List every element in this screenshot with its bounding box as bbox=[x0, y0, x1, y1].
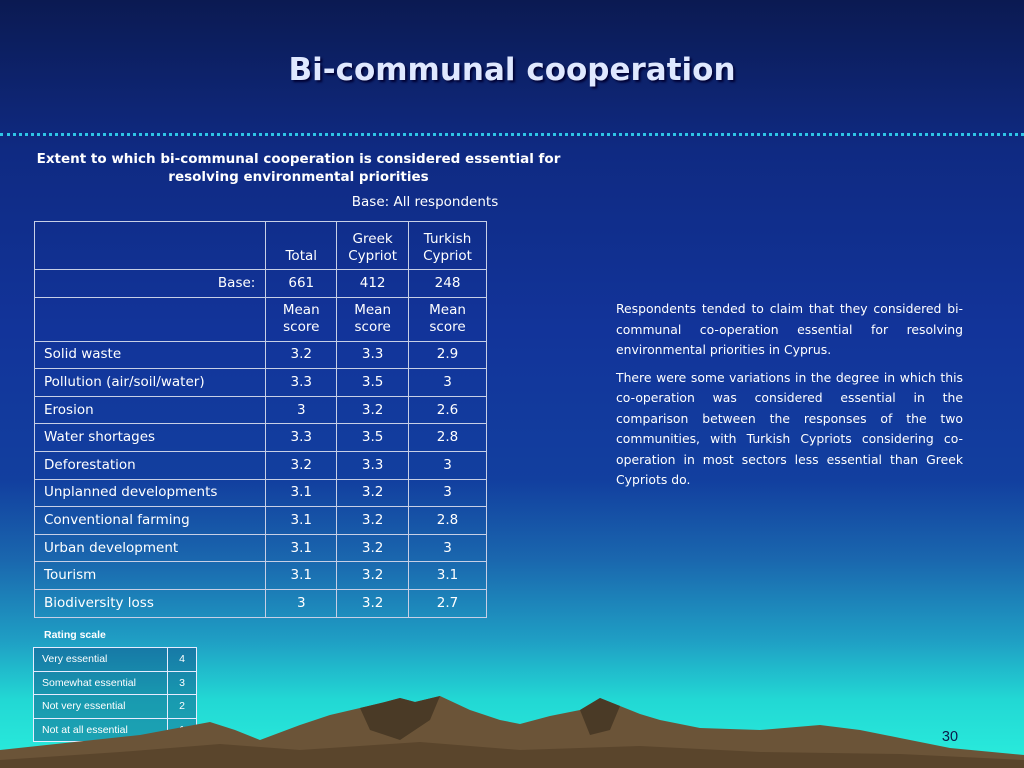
row-value-greek-cypriot: 3.2 bbox=[337, 479, 409, 507]
row-value-greek-cypriot: 3.5 bbox=[337, 424, 409, 452]
row-label: Biodiversity loss bbox=[35, 589, 266, 617]
row-value-turkish-cypriot: 2.6 bbox=[409, 396, 487, 424]
base-row bbox=[35, 270, 487, 298]
rating-scale-value: 3 bbox=[168, 671, 197, 695]
row-value-turkish-cypriot: 2.9 bbox=[409, 341, 487, 369]
table-row bbox=[35, 507, 487, 535]
row-value-greek-cypriot: 3.5 bbox=[337, 369, 409, 397]
rating-scale-label: Not very essential bbox=[34, 695, 168, 719]
row-value-turkish-cypriot: 3 bbox=[409, 534, 487, 562]
table-row bbox=[35, 424, 487, 452]
table-row bbox=[35, 341, 487, 369]
row-value-greek-cypriot: 3.2 bbox=[337, 507, 409, 535]
row-label: Conventional farming bbox=[35, 507, 266, 535]
header-empty-cell bbox=[35, 222, 266, 270]
row-value-turkish-cypriot: 3 bbox=[409, 369, 487, 397]
slide-title: Bi-communal cooperation bbox=[288, 52, 736, 88]
row-value-greek-cypriot: 3.2 bbox=[337, 396, 409, 424]
table-header-row bbox=[35, 222, 487, 270]
table-body bbox=[35, 341, 487, 617]
rating-scale-row bbox=[34, 648, 197, 672]
base-total: 661 bbox=[266, 270, 337, 298]
rating-scale-label: Not at all essential bbox=[34, 718, 168, 742]
dotted-divider bbox=[0, 133, 1024, 136]
row-label: Urban development bbox=[35, 534, 266, 562]
row-value-total: 3.1 bbox=[266, 479, 337, 507]
row-label: Erosion bbox=[35, 396, 266, 424]
row-value-total: 3.2 bbox=[266, 451, 337, 479]
row-value-turkish-cypriot: 3 bbox=[409, 451, 487, 479]
row-value-turkish-cypriot: 2.7 bbox=[409, 589, 487, 617]
row-label: Water shortages bbox=[35, 424, 266, 452]
commentary-paragraph: There were some variations in the degree in which this co-operation was considered essential in the comparison between the responses of the two communities, with Turkish Cypriots considering co-operation in most sectors less essential than Greek Cypriots do. bbox=[616, 369, 963, 487]
row-label: Pollution (air/soil/water) bbox=[35, 369, 266, 397]
mean-score-label: Mean score bbox=[266, 297, 337, 341]
page-number: 30 bbox=[941, 729, 959, 745]
row-value-total: 3 bbox=[266, 396, 337, 424]
row-value-total: 3.3 bbox=[266, 369, 337, 397]
column-header-total: Total bbox=[266, 222, 337, 270]
row-value-greek-cypriot: 3.3 bbox=[337, 451, 409, 479]
base-label: Base: bbox=[35, 270, 266, 298]
row-value-total: 3.3 bbox=[266, 424, 337, 452]
row-value-greek-cypriot: 3.2 bbox=[337, 562, 409, 590]
base-greek-cypriot: 412 bbox=[337, 270, 409, 298]
column-header-turkish-cypriot: Turkish Cypriot bbox=[409, 222, 487, 270]
row-label: Solid waste bbox=[35, 341, 266, 369]
row-value-turkish-cypriot: 3.1 bbox=[409, 562, 487, 590]
row-value-total: 3.1 bbox=[266, 507, 337, 535]
mean-score-label: Mean score bbox=[409, 297, 487, 341]
mountain-landscape bbox=[0, 680, 1024, 768]
row-value-total: 3 bbox=[266, 589, 337, 617]
row-value-total: 3.1 bbox=[266, 562, 337, 590]
table-row bbox=[35, 534, 487, 562]
results-table bbox=[34, 221, 487, 618]
table-row bbox=[35, 562, 487, 590]
rating-scale-value: 2 bbox=[168, 695, 197, 719]
table-row bbox=[35, 396, 487, 424]
row-value-total: 3.2 bbox=[266, 341, 337, 369]
column-header-greek-cypriot: Greek Cypriot bbox=[337, 222, 409, 270]
row-label: Tourism bbox=[35, 562, 266, 590]
base-note: Base: All respondents bbox=[351, 194, 499, 210]
row-label: Unplanned developments bbox=[35, 479, 266, 507]
row-value-total: 3.1 bbox=[266, 534, 337, 562]
row-value-turkish-cypriot: 2.8 bbox=[409, 424, 487, 452]
rating-scale-label: Very essential bbox=[34, 648, 168, 672]
table-row bbox=[35, 589, 487, 617]
mean-empty-cell bbox=[35, 297, 266, 341]
rating-scale-title: Rating scale bbox=[44, 629, 106, 641]
row-value-greek-cypriot: 3.2 bbox=[337, 534, 409, 562]
table-row bbox=[35, 369, 487, 397]
base-turkish-cypriot: 248 bbox=[409, 270, 487, 298]
table-row bbox=[35, 451, 487, 479]
row-value-greek-cypriot: 3.2 bbox=[337, 589, 409, 617]
table-heading: Extent to which bi-communal cooperation is considered essential for resolving environmental priorities bbox=[36, 151, 561, 185]
row-value-turkish-cypriot: 3 bbox=[409, 479, 487, 507]
row-value-greek-cypriot: 3.3 bbox=[337, 341, 409, 369]
mean-score-label: Mean score bbox=[337, 297, 409, 341]
commentary bbox=[616, 299, 963, 498]
row-label: Deforestation bbox=[35, 451, 266, 479]
rating-scale-label: Somewhat essential bbox=[34, 671, 168, 695]
table-row bbox=[35, 479, 487, 507]
row-value-turkish-cypriot: 2.8 bbox=[409, 507, 487, 535]
mean-score-row bbox=[35, 297, 487, 341]
commentary-paragraph: Respondents tended to claim that they considered bi-communal co-operation essential for resolving environmental priorities in Cyprus. bbox=[616, 301, 963, 357]
rating-scale-value: 4 bbox=[168, 648, 197, 672]
